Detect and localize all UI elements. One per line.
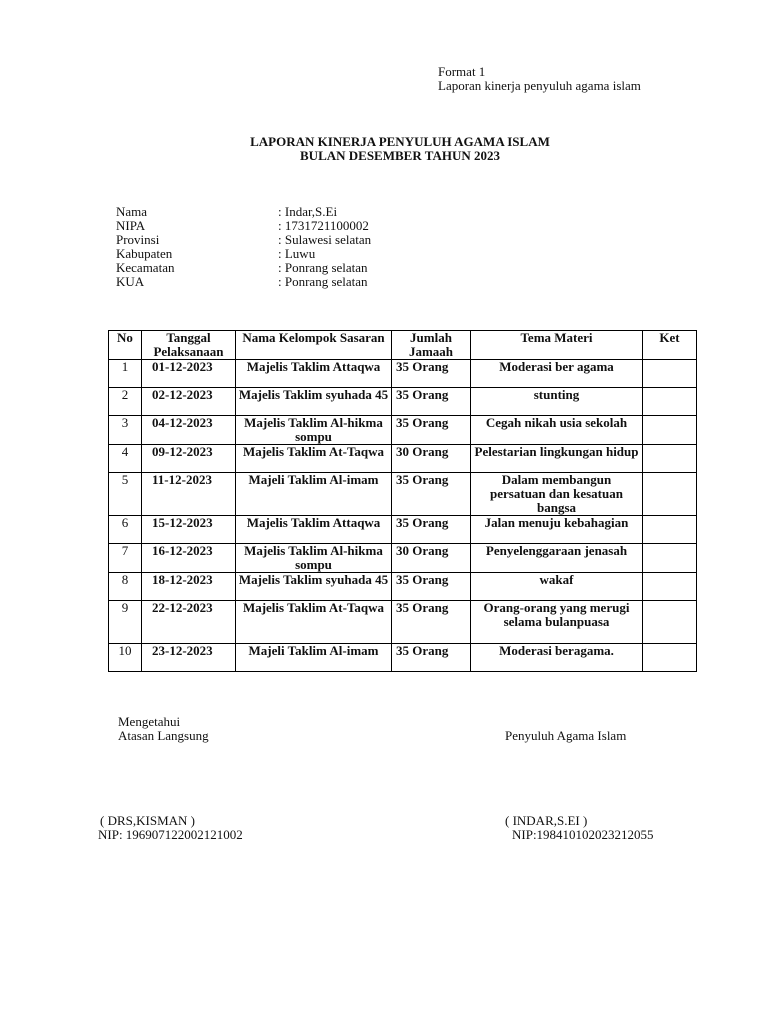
identity-row-kua [116, 275, 371, 289]
table-row [109, 644, 697, 672]
identity-block [116, 205, 371, 289]
cell-count: 30 Orang [392, 445, 471, 473]
cell-date: 11-12-2023 [142, 473, 236, 516]
table-row [109, 416, 697, 445]
cell-date: 01-12-2023 [142, 360, 236, 388]
cell-theme: stunting [471, 388, 643, 416]
counselor-title: Penyuluh Agama Islam [505, 728, 627, 743]
identity-row-nipa [116, 219, 371, 233]
cell-ket [643, 601, 697, 644]
cell-group: Majelis Taklim Al-hikma sompu [236, 544, 392, 573]
header-date: Tanggal Pelaksanaan [142, 331, 236, 360]
cell-group: Majelis Taklim At-Taqwa [236, 445, 392, 473]
approver-name: ( DRS,KISMAN ) [100, 813, 195, 828]
table-row [109, 473, 697, 516]
activity-table [108, 330, 697, 672]
cell-date: 09-12-2023 [142, 445, 236, 473]
cell-ket [643, 516, 697, 544]
identity-value: : 1731721100002 [278, 218, 369, 233]
identity-label: Kecamatan [116, 260, 175, 275]
cell-group: Majelis Taklim At-Taqwa [236, 601, 392, 644]
cell-count: 35 Orang [392, 416, 471, 445]
cell-no: 8 [109, 573, 142, 601]
cell-group: Majeli Taklim Al-imam [236, 473, 392, 516]
identity-value: : Indar,S.Ei [278, 204, 338, 219]
cell-no: 3 [109, 416, 142, 445]
table-header-row [109, 331, 697, 360]
identity-row-kabupaten [116, 247, 371, 261]
table-row [109, 516, 697, 544]
identity-row-provinsi [116, 233, 371, 247]
format-number: Format 1 [438, 64, 486, 79]
cell-theme: Moderasi beragama. [471, 644, 643, 672]
cell-ket [643, 388, 697, 416]
identity-value: : Ponrang selatan [278, 260, 368, 275]
report-title-line2: BULAN DESEMBER TAHUN 2023 [300, 148, 500, 163]
cell-group: Majelis Taklim Attaqwa [236, 360, 392, 388]
table-row [109, 388, 697, 416]
cell-count: 35 Orang [392, 516, 471, 544]
cell-group: Majelis Taklim syuhada 45 [236, 388, 392, 416]
cell-no: 7 [109, 544, 142, 573]
cell-date: 04-12-2023 [142, 416, 236, 445]
cell-theme: Penyelenggaraan jenasah [471, 544, 643, 573]
counselor-nip: NIP:198410102023212055 [512, 827, 654, 842]
approver-block [118, 715, 209, 743]
cell-theme: Dalam membangun persatuan dan kesatuan bangsa [471, 473, 643, 516]
header-count: Jumlah Jamaah [392, 331, 471, 360]
format-header [438, 65, 641, 93]
header-ket: Ket [643, 331, 697, 360]
cell-theme: Orang-orang yang merugi selama bulanpuasa [471, 601, 643, 644]
cell-theme: Jalan menuju kebahagian [471, 516, 643, 544]
cell-count: 35 Orang [392, 573, 471, 601]
cell-count: 35 Orang [392, 388, 471, 416]
cell-no: 9 [109, 601, 142, 644]
cell-no: 10 [109, 644, 142, 672]
cell-theme: wakaf [471, 573, 643, 601]
cell-theme: Cegah nikah usia sekolah [471, 416, 643, 445]
cell-no: 2 [109, 388, 142, 416]
cell-count: 35 Orang [392, 473, 471, 516]
table-row [109, 445, 697, 473]
cell-ket [643, 360, 697, 388]
identity-value: : Luwu [278, 246, 316, 261]
cell-no: 5 [109, 473, 142, 516]
cell-group: Majelis Taklim Attaqwa [236, 516, 392, 544]
cell-date: 18-12-2023 [142, 573, 236, 601]
header-group: Nama Kelompok Sasaran [236, 331, 392, 360]
cell-ket [643, 644, 697, 672]
cell-count: 30 Orang [392, 544, 471, 573]
header-no: No [109, 331, 142, 360]
report-title-line1: LAPORAN KINERJA PENYULUH AGAMA ISLAM [250, 134, 550, 149]
header-theme: Tema Materi [471, 331, 643, 360]
table-row [109, 601, 697, 644]
cell-count: 35 Orang [392, 601, 471, 644]
identity-label: Provinsi [116, 232, 160, 247]
table-row [109, 544, 697, 573]
approver-line2: Atasan Langsung [118, 728, 209, 743]
approver-signature [98, 814, 243, 842]
counselor-signature [505, 814, 654, 842]
identity-label: Nama [116, 204, 148, 219]
cell-date: 16-12-2023 [142, 544, 236, 573]
approver-nip: NIP: 196907122002121002 [98, 827, 243, 842]
cell-theme: Pelestarian lingkungan hidup [471, 445, 643, 473]
cell-date: 02-12-2023 [142, 388, 236, 416]
cell-date: 23-12-2023 [142, 644, 236, 672]
identity-row-nama [116, 205, 371, 219]
format-description: Laporan kinerja penyuluh agama islam [438, 78, 641, 93]
identity-row-kecamatan [116, 261, 371, 275]
cell-no: 1 [109, 360, 142, 388]
cell-ket [643, 573, 697, 601]
cell-ket [643, 473, 697, 516]
cell-count: 35 Orang [392, 644, 471, 672]
cell-group: Majelis Taklim Al-hikma sompu [236, 416, 392, 445]
counselor-block [505, 729, 626, 743]
cell-ket [643, 416, 697, 445]
identity-label: KUA [116, 274, 145, 289]
cell-ket [643, 544, 697, 573]
table-row [109, 573, 697, 601]
cell-no: 4 [109, 445, 142, 473]
cell-no: 6 [109, 516, 142, 544]
cell-count: 35 Orang [392, 360, 471, 388]
table-row [109, 360, 697, 388]
cell-ket [643, 445, 697, 473]
identity-label: Kabupaten [116, 246, 173, 261]
cell-date: 15-12-2023 [142, 516, 236, 544]
cell-theme: Moderasi ber agama [471, 360, 643, 388]
identity-label: NIPA [116, 218, 146, 233]
report-title [0, 135, 768, 163]
identity-value: : Ponrang selatan [278, 274, 368, 289]
identity-value: : Sulawesi selatan [278, 232, 372, 247]
cell-group: Majeli Taklim Al-imam [236, 644, 392, 672]
approver-line1: Mengetahui [118, 714, 181, 729]
cell-date: 22-12-2023 [142, 601, 236, 644]
counselor-name: ( INDAR,S.EI ) [505, 813, 588, 828]
cell-group: Majelis Taklim syuhada 45 [236, 573, 392, 601]
